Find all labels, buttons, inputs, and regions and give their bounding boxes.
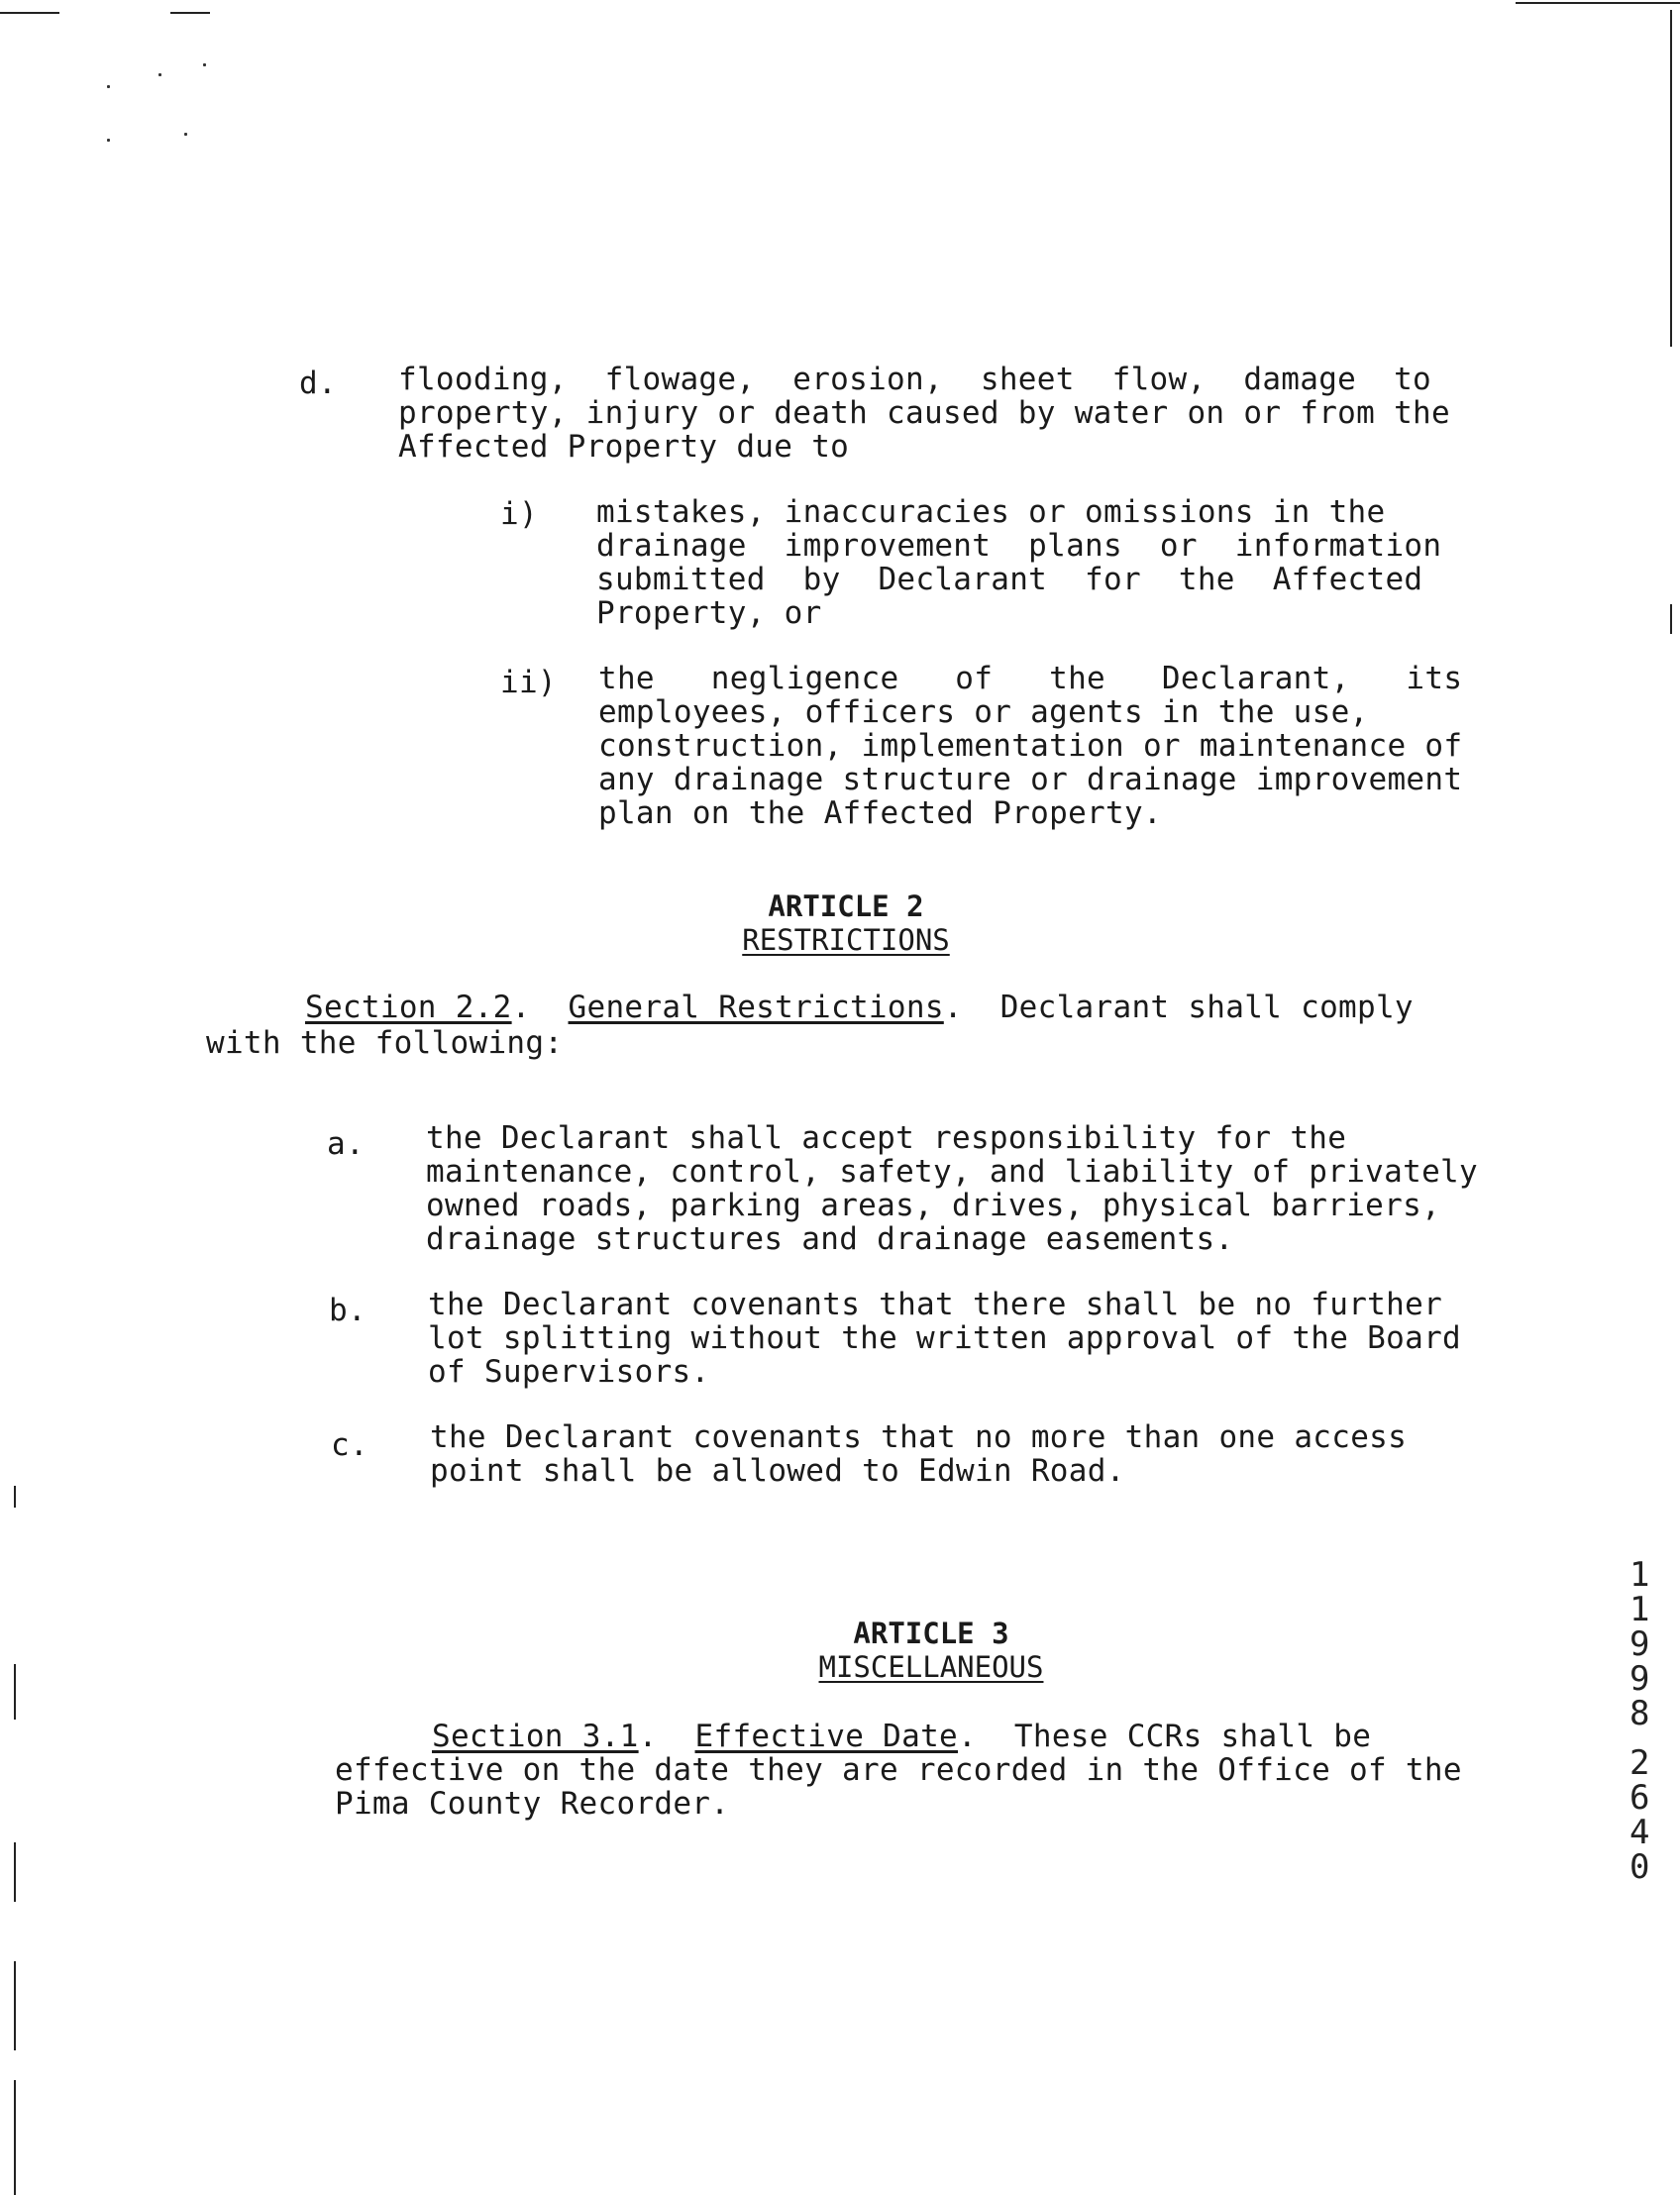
stamp-digit: 8: [1629, 1694, 1650, 1733]
section-3-1-line: Pima County Recorder.: [335, 1786, 730, 1822]
subitem-i-line: mistakes, inaccuracies or omissions in the: [596, 494, 1386, 530]
item-d-line: flooding, flowage, erosion, sheet flow, damage to: [398, 362, 1431, 397]
item-b-line: the Declarant covenants that there shall be no further: [428, 1287, 1443, 1322]
section-2-2-intro: Section 2.2. General Restrictions. Declarant shall comply: [305, 990, 1414, 1025]
scan-speck: [107, 139, 110, 142]
article-2-title: RESTRICTIONS: [742, 923, 950, 957]
stamp-digit: 0: [1629, 1847, 1650, 1887]
scan-edge-mark: [170, 12, 210, 14]
item-b-marker: b.: [329, 1293, 367, 1328]
scan-speck: [184, 133, 187, 136]
stamp-digit: 9: [1629, 1624, 1650, 1664]
article-2-heading: ARTICLE 2: [768, 889, 924, 923]
item-b-line: of Supervisors.: [428, 1354, 710, 1390]
item-d-marker: d.: [299, 366, 337, 401]
item-c-line: the Declarant covenants that no more than one access: [430, 1419, 1408, 1455]
item-a-line: drainage structures and drainage easements.: [426, 1221, 1234, 1257]
section-2-2-title: General Restrictions: [568, 990, 944, 1025]
subitem-i-marker: i): [500, 496, 538, 532]
item-c-line: point shall be allowed to Edwin Road.: [430, 1453, 1125, 1489]
section-3-1-title: Effective Date: [694, 1719, 959, 1754]
section-3-1-intro: Section 3.1. Effective Date. These CCRs shall be: [432, 1719, 1372, 1754]
section-3-1-intro-text: These CCRs shall be: [976, 1719, 1372, 1754]
scan-speck: [107, 85, 110, 88]
item-a-line: maintenance, control, safety, and liability of privately: [426, 1154, 1478, 1190]
section-2-2-number: Section 2.2: [305, 990, 512, 1025]
scan-edge-mark: [1670, 604, 1672, 634]
subitem-i-line: submitted by Declarant for the Affected: [596, 562, 1423, 597]
scan-speck: [203, 63, 206, 66]
subitem-ii-line: the negligence of the Declarant, its: [598, 661, 1463, 696]
item-c-marker: c.: [331, 1427, 368, 1463]
stamp-digit: 9: [1629, 1659, 1650, 1699]
item-a-marker: a.: [327, 1126, 365, 1162]
stamp-digit: 6: [1629, 1778, 1650, 1818]
item-a-line: the Declarant shall accept responsibility for the: [426, 1120, 1347, 1156]
scan-edge-mark: [1516, 2, 1680, 4]
stamp-digit: 2: [1629, 1743, 1650, 1783]
scan-edge-mark: [14, 1842, 16, 1902]
scan-edge-mark: [14, 1961, 16, 2050]
stamp-digit: 1: [1629, 1590, 1650, 1629]
scan-edge-mark: [0, 12, 59, 14]
item-b-line: lot splitting without the written approval of the Board: [428, 1320, 1461, 1356]
article-3-heading: ARTICLE 3: [853, 1617, 1009, 1650]
section-2-2-intro-line: with the following:: [206, 1025, 564, 1061]
scan-edge-mark: [14, 1486, 16, 1508]
article-3-title: MISCELLANEOUS: [818, 1650, 1044, 1684]
item-d-line: Affected Property due to: [398, 429, 850, 465]
scan-edge-mark: [14, 2080, 16, 2195]
stamp-digit: 4: [1629, 1813, 1650, 1852]
subitem-i-line: drainage improvement plans or information: [596, 528, 1442, 564]
subitem-ii-line: plan on the Affected Property.: [598, 795, 1162, 831]
scan-speck: [158, 73, 161, 76]
item-a-line: owned roads, parking areas, drives, physical barriers,: [426, 1188, 1441, 1223]
subitem-ii-marker: ii): [500, 665, 557, 700]
subitem-ii-line: construction, implementation or maintenance of: [598, 728, 1463, 764]
subitem-ii-line: employees, officers or agents in the use,: [598, 694, 1369, 730]
section-2-2-intro-text: Declarant shall comply: [962, 990, 1414, 1025]
scan-edge-mark: [14, 1664, 16, 1720]
scan-edge-mark: [1670, 10, 1672, 347]
subitem-i-line: Property, or: [596, 595, 822, 631]
subitem-ii-line: any drainage structure or drainage improvement: [598, 762, 1463, 797]
section-3-1-number: Section 3.1: [432, 1719, 639, 1754]
section-3-1-line: effective on the date they are recorded in the Office of the: [335, 1752, 1462, 1788]
item-d-line: property, injury or death caused by water on or from the: [398, 395, 1450, 431]
stamp-digit: 1: [1629, 1555, 1650, 1595]
